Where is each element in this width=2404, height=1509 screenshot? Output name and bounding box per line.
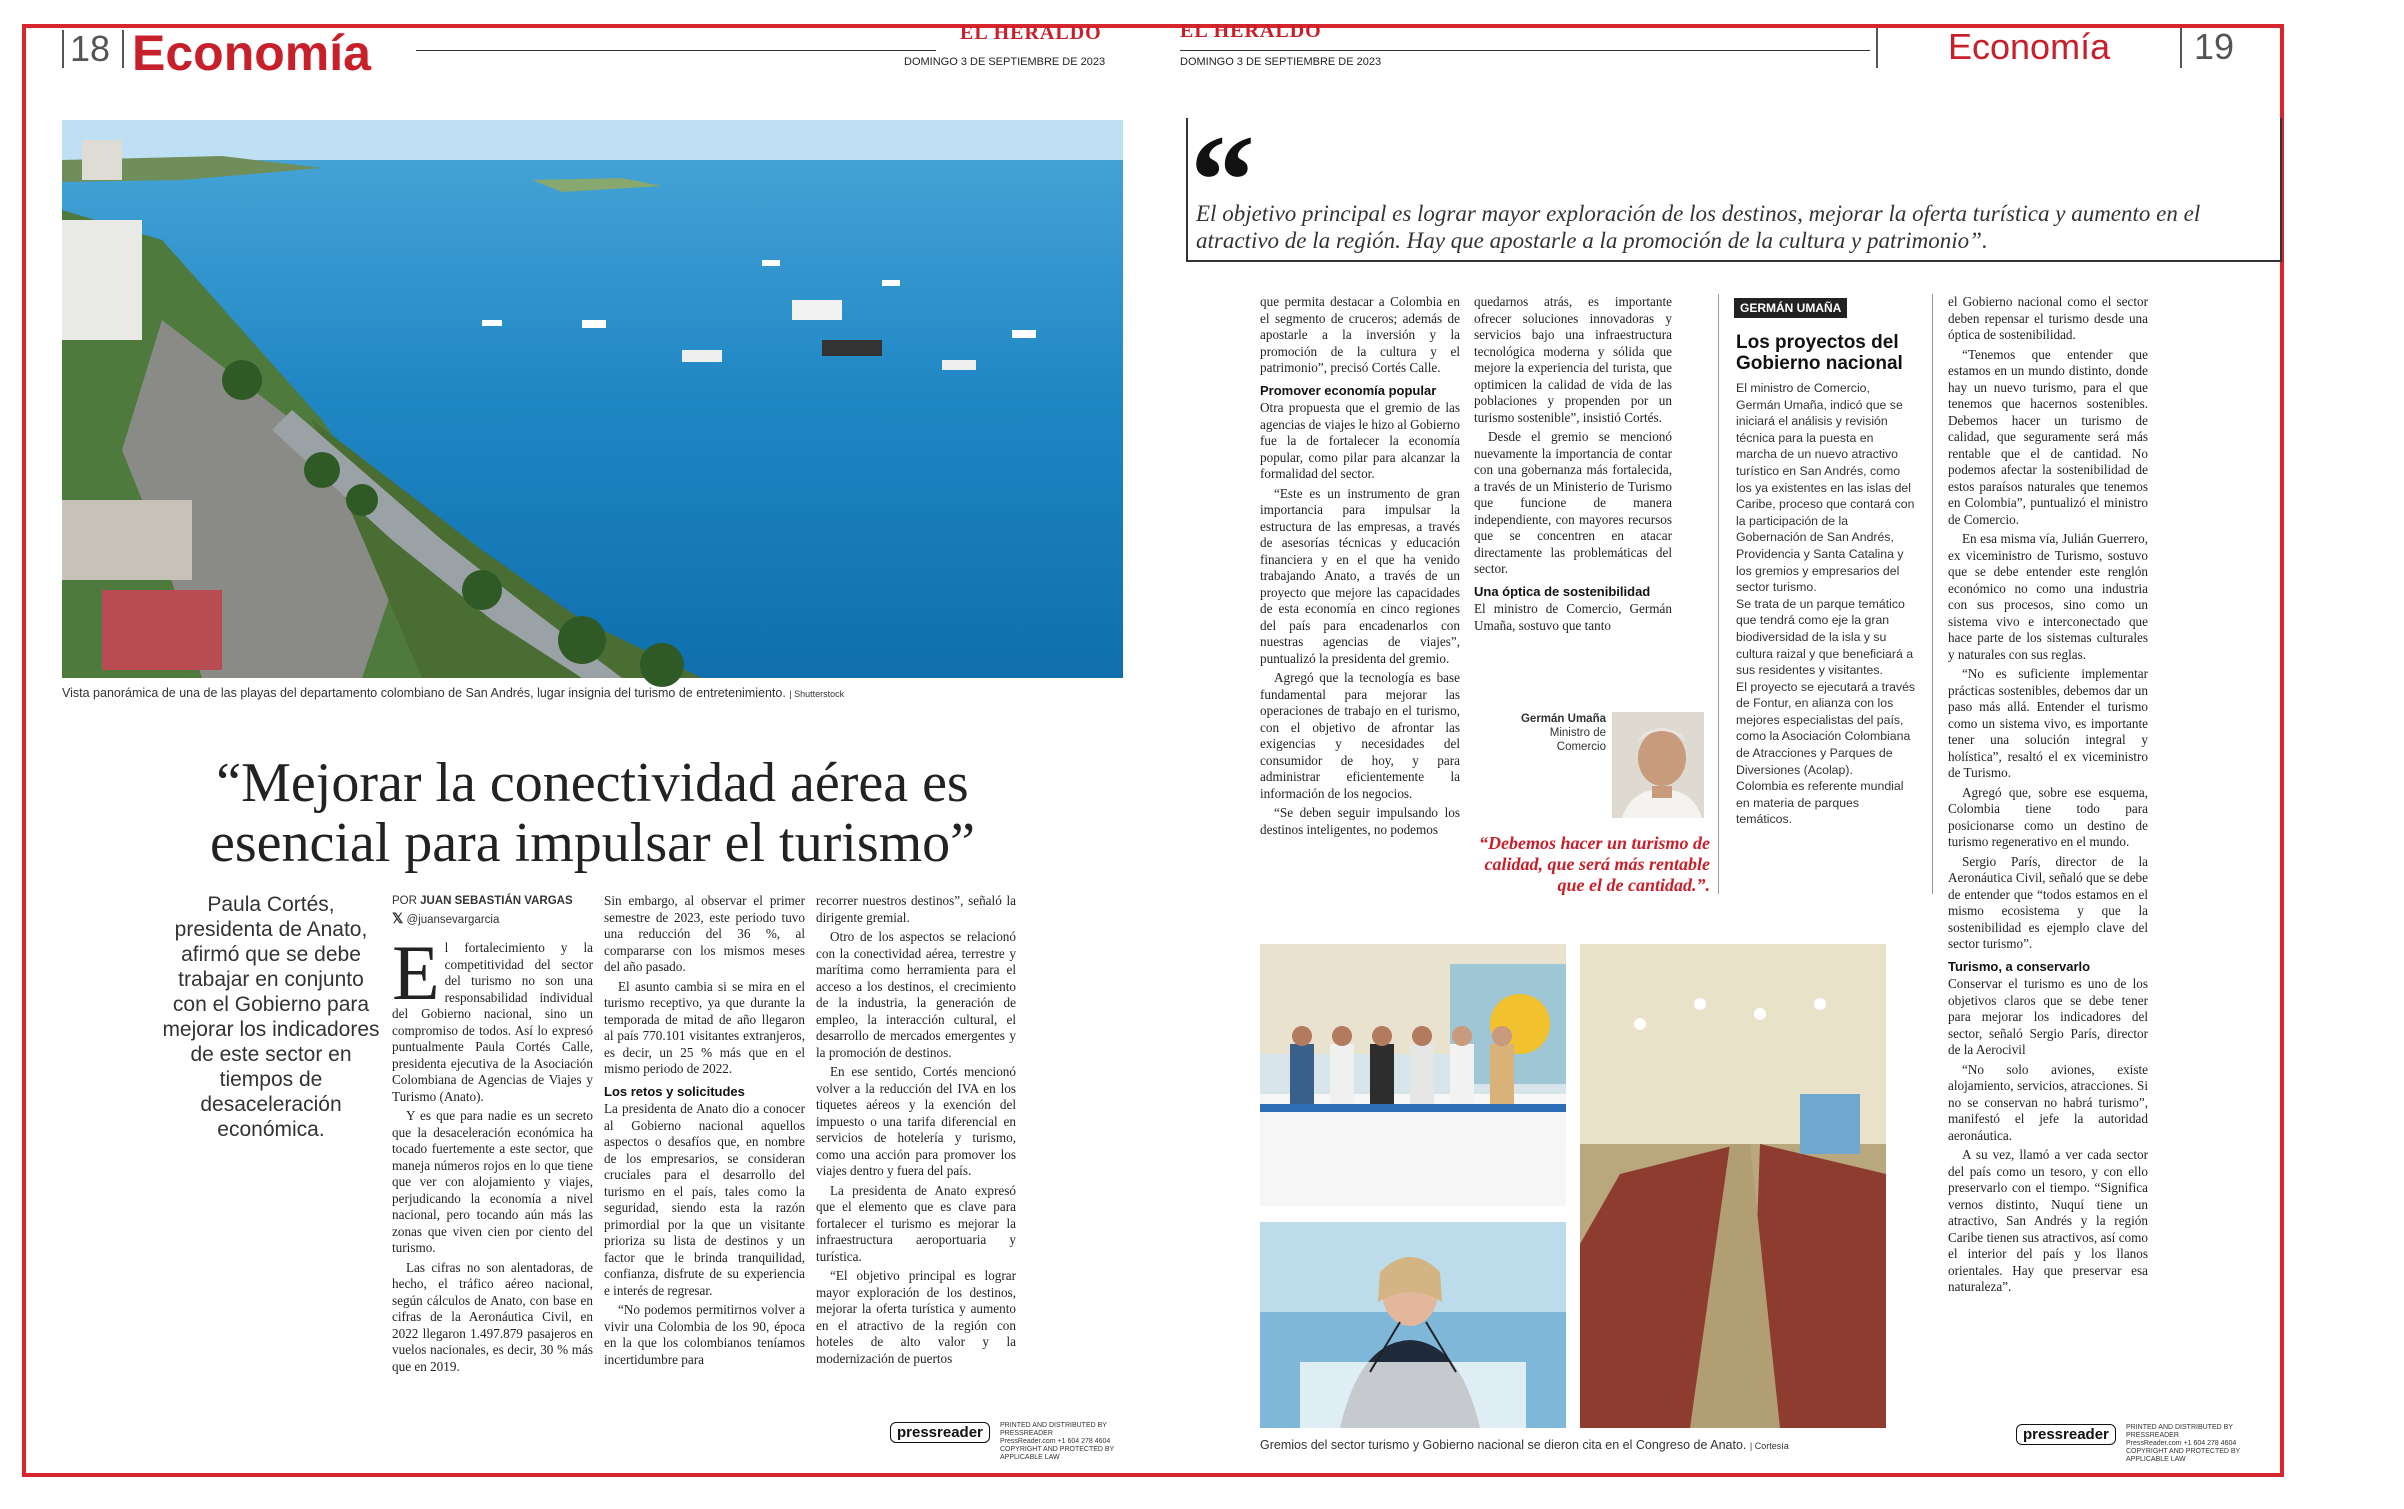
byline-social: [392, 910, 593, 929]
quote-mark-icon: “: [1190, 109, 1255, 253]
paragraph: “Este es un instrumento de gran importancia para impulsar la estructura de las empresas, a través de asesorías técnicas y educación financiera y en el que ha venido trabajando Anato, a través de un proyecto que mejore las capacidades de esta economía en cinco regiones del país para encadenarlos con nuestras agencias de viajes”, puntualizó la presidenta del gremio.: [1260, 485, 1460, 666]
photos-caption: [1260, 1438, 1900, 1452]
paragraph: recorrer nuestros destinos”, señaló la dirigente gremial.: [816, 893, 1016, 925]
paragraph-text: l fortalecimiento y la competitividad del sector del turismo no son una responsabilidad individual del Gobierno nacional, sino un compromiso de todos. Así lo expresó puntualmente Paula Cortés Calle, presidenta ejecutiva de la Asociación Colombiana de Agencias de Viajes y Turismo (Anato).: [392, 940, 593, 1104]
paragraph: A su vez, llamó a ver cada sector del país como un tesoro, y con ello preservarlo con el tiempo. “Significa vernos distinto, Nuquí tiene un atractivo, San Andrés y la región Caribe tienen sus atractivos, así como el interior del país y los llanos orientales. Hay que preservar esa naturaleza”.: [1948, 1147, 2148, 1294]
paragraph: quedarnos atrás, es importante ofrecer soluciones innovadoras y servicios bajo una infraestructura tecnológica moderna y sólida que mejore la experiencia del turista, que optimicen la calidad de vida de las poblaciones y propenden por un turismo sostenible”, insistió Cortés.: [1474, 294, 1672, 425]
paragraph: [392, 929, 593, 1105]
photo-caption-text: Vista panorámica de una de las playas del departamento colombiano de San Andrés, lugar insignia del turismo de entretenimiento.: [62, 686, 786, 700]
sidebar-tag: GERMÁN UMAÑA: [1734, 298, 1847, 318]
paragraph: “Se deben seguir impulsando los destinos inteligentes, no podemos: [1260, 805, 1460, 837]
profile-role: Ministro de Comercio: [1549, 727, 1606, 753]
masthead: EL HERALDO: [960, 22, 1102, 44]
event-panel-photo: [1260, 944, 1566, 1206]
article-lede: Paula Cortés, presidenta de Anato, afirmó que se debe trabajar en conjunto con el Gobierno para mejorar los indicadores de este sector en tiempos de desaceleración económica.: [162, 893, 380, 1141]
article-headline: [62, 753, 1123, 873]
article-column-2: [604, 893, 805, 1371]
pressreader-fine-print: PRINTED AND DISTRIBUTED BY PRESSREADER PressReader.com +1 604 278 4604 COPYRIGHT AND PROTECTED BY APPLICABLE LAW: [2126, 1424, 2241, 1463]
paragraph: “No es suficiente implementar prácticas sostenibles, debemos dar un paso más allá. Entender el turismo como un sistema vivo, es importante tener una solución integral y holística”, resaltó el ex viceministro de Turismo.: [1948, 666, 2148, 780]
byline-handle: @juansevargarcia: [406, 913, 500, 926]
paragraph: Sin embargo, al observar el primer semestre de 2023, este periodo tuvo una reducción del 36 %, al compararse con los mismos meses del año pasado.: [604, 893, 805, 974]
paragraph: Desde el gremio se mencionó nuevamente la importancia de contar con una gobernanza más fortalecida, a través de un Ministerio de Turismo que funcione de manera independiente, con mayores recursos que se concentren en atacar directamente las problemáticas del sector.: [1474, 429, 1672, 576]
paragraph: “Tenemos que entender que estamos en un mundo distinto, donde hay un nuevo turismo, para el que tenemos que hacernos sostenibles. Debemos hacer un turismo de calidad, que seguramente será más rentable que el de cantidad. No podemos afectar la sostenibilidad de estos paraísos naturales que tenemos en Colombia”, puntualizó el ministro de Comercio.: [1948, 346, 2148, 527]
page-number: 18: [70, 28, 111, 69]
article-column-6: [1948, 294, 2148, 1299]
right-page: [1170, 0, 2284, 1463]
paragraph: Las cifras no son alentadoras, de hecho, el tráfico aéreo nacional, según cálculos de Anato, con base en cifras de la Aeronáutica Civil, en 2022 llegaron 1.497.879 pasajeros en vuelos nacionales, es decir, 30 % más que en 2019.: [392, 1259, 593, 1374]
profile-name: Germán Umaña: [1520, 713, 1606, 725]
paragraph: Otro de los aspectos se relacionó con la conectividad aérea, terrestre y marítima como herramienta para el acceso a los destinos, el crecimiento de la industria, la generación de empleo, la interacción cultural, el desarrollo de mercados emergentes y la promoción de destinos.: [816, 929, 1016, 1060]
photos-credit: | Cortesía: [1749, 1441, 1789, 1451]
header-rule: [416, 50, 936, 51]
photo-credit: | Shutterstock: [789, 689, 845, 699]
photos-caption-text: Gremios del sector turismo y Gobierno nacional se dieron cita en el Congreso de Anato.: [1260, 1438, 1747, 1452]
article-column-3: [816, 893, 1016, 1370]
paragraph: Sergio París, director de la Aeronáutica Civil, señaló que se debe de entender que “todos estamos en el mismo ecosistema y que la sostenibilidad es ejemplo clave del sector turismo”.: [1948, 853, 2148, 951]
big-quote: El objetivo principal es lograr mayor exploración de los destinos, mejorar la oferta turística y aumento en el atractivo de la región. Hay que apostarle a la promoción de la cultura y patrimonio”.: [1196, 201, 2201, 253]
page-number-rule: [2180, 28, 2182, 68]
paragraph: Conservar el turismo es uno de los objetivos claros que se debe tener para mejorar los indicadores del sector, señaló Sergio París, director de la Aerocivil: [1948, 976, 2148, 1057]
column-rule: [1932, 294, 1933, 894]
section-rule: [1876, 28, 1878, 68]
drop-cap: E: [392, 929, 440, 1016]
paragraph: el Gobierno nacional como el sector deben repensar el turismo desde una óptica de sostenibilidad.: [1948, 294, 2148, 342]
sidebar-paragraph: El ministro de Comercio, Germán Umaña, indicó que se iniciará el análisis y revisión técnica para la puesta en marcha de un nuevo atractivo turístico en San Andrés, como los ya existentes en las islas del Caribe, proceso que contará con la participación de la Gobernación de San Andrés, Providencia y Santa Catalina y los gremios y empresarios del sector turismo.: [1736, 381, 1915, 595]
article-column-4: [1260, 294, 1460, 841]
paragraph: “No podemos permitirnos volver a vivir una Colombia de los 90, época en la que los colombianos teníamos incertidumbre para: [604, 1302, 805, 1367]
paragraph: Otra propuesta que el gremio de las agencias de viajes le hizo al Gobierno fue la de fortalecer la economía popular, como pilar para alcanzar la formalidad del sector.: [1260, 400, 1460, 481]
paragraph: Agregó que la tecnología es base fundamental para mejorar las operaciones de trabajo en el turismo, con el objetivo de afrontar las exigencias y necesidades del consumidor de hoy, y para administrar eficientemente la información de los negocios.: [1260, 670, 1460, 801]
sidebar-headline: Los proyectos del Gobierno nacional: [1736, 332, 1903, 374]
speaker-photo: [1260, 1222, 1566, 1428]
pressreader-logo: pressreader: [890, 1422, 990, 1443]
column-rule: [1718, 294, 1719, 894]
pressreader-logo: pressreader: [2016, 1424, 2116, 1445]
section-title: Economía: [132, 25, 371, 81]
sidebar-paragraph: Se trata de un parque temático que tendrá como eje la gran biodiversidad de la isla y su cultura raizal y que beneficiará a sus residentes y visitantes.: [1736, 596, 1914, 678]
photo-caption: [62, 686, 1123, 700]
section-title: Economía: [1948, 26, 2111, 67]
byline-author: JUAN SEBASTIÁN VARGAS: [420, 895, 573, 907]
subhead: Turismo, a conservarlo: [1948, 958, 2091, 974]
paragraph: En ese sentido, Cortés mencionó volver a la reducción del IVA en los tiquetes aéreos y la exención del impuesto o una tarifa diferencial en servicios de hotelería y turismo, como una acción para promover los viajes dentro y fuera del país.: [816, 1064, 1016, 1178]
sidebar-paragraph: El proyecto se ejecutará a través de Fontur, en alianza con los mejores especialistas del país, como la Asociación Colombiana de Atracciones y Parques de Diversiones (Acolap).: [1736, 679, 1916, 777]
sidebar-body: [1736, 380, 1916, 828]
profile-block: [1510, 712, 1606, 754]
congress-hall-photo: [1580, 944, 1886, 1428]
paragraph: La presidenta de Anato expresó que el elemento que es clave para fortalecer el turismo es mejorar la infraestructura aeroportuaria y turística.: [816, 1182, 1016, 1264]
paragraph: El asunto cambia si se mira en el turismo receptivo, ya que durante la temporada de mitad de año llegaron al país 770.101 visitantes extranjeros, es decir, un 25 % más que en el mismo periodo de 2022.: [604, 978, 805, 1076]
section-rule: [122, 30, 124, 68]
sidebar-paragraph: Colombia es referente mundial en materia de parques temáticos.: [1736, 779, 1904, 827]
paragraph: Y es que para nadie es un secreto que la desaceleración económica ha tocado fuertemente a este sector, que maneja números rojos en lo que tiene que ver con alojamiento y viajes, perjudicando la economía a nivel nacional, pero tocando aún más las zonas que viven cien por ciento del turismo.: [392, 1108, 593, 1255]
pull-quote: “Debemos hacer un turismo de calidad, que será más rentable que el de cantidad.”.: [1478, 833, 1710, 895]
subhead: Promover economía popular: [1260, 382, 1437, 398]
paragraph: “El objetivo principal es lograr mayor exploración de los destinos, mejorar la oferta turística y aumento en el atractivo de la región con hoteles de alto valor y la modernización de puertos: [816, 1268, 1016, 1366]
x-logo-icon: 𝕏: [392, 909, 404, 926]
profile-photo: [1612, 712, 1704, 818]
issue-date: DOMINGO 3 DE SEPTIEMBRE DE 2023: [904, 56, 1106, 68]
san-andres-photo: [62, 120, 1123, 678]
issue-date: DOMINGO 3 DE SEPTIEMBRE DE 2023: [1180, 56, 1382, 68]
left-page: [22, 0, 1130, 1461]
paragraph: En esa misma vía, Julián Guerrero, ex viceministro de Turismo, sostuvo que se debe entender este renglón económico no como una industria con sus procesos, sino como un sistema vivo e interconectado que hace parte de los sistemas culturales y naturales con sus reglas.: [1948, 531, 2148, 662]
subhead: Los retos y solicitudes: [604, 1083, 745, 1099]
subhead: Una óptica de sostenibilidad: [1474, 583, 1651, 599]
paragraph: “No solo aviones, existe alojamiento, servicios, atracciones. Si no se conservan no habrá turismo”, manifestó el jefe la autoridad aeronáutica.: [1948, 1061, 2148, 1143]
paragraph: El ministro de Comercio, Germán Umaña, sostuvo que tanto: [1474, 601, 1672, 633]
masthead: EL HERALDO: [1180, 20, 1322, 42]
page-number: 19: [2194, 26, 2235, 67]
paragraph: que permita destacar a Colombia en el segmento de cruceros; además de apostarle a la inversión y la promoción de la cultura y el patrimonio”, precisó Cortés Calle.: [1260, 294, 1460, 375]
pressreader-fine-print: PRINTED AND DISTRIBUTED BY PRESSREADER PressReader.com +1 604 278 4604 COPYRIGHT AND PROTECTED BY APPLICABLE LAW: [1000, 1422, 1115, 1461]
header-rule: [1180, 50, 1870, 51]
page-number-rule: [62, 30, 64, 68]
paragraph: La presidenta de Anato dio a conocer al Gobierno nacional aquellos aspectos o desafíos que, en nombre de los empresarios, se consideran cruciales para el desarrollo del turismo en el país, tales como la seguridad, siendo esta la razón primordial por la que un visitante prioriza su lista de destinos y un factor que le brinda tranquilidad, confianza, disfrute de su experiencia e interés de regresar.: [604, 1101, 805, 1298]
headline-line-1: “Mejorar la conectividad aérea es: [216, 752, 969, 814]
paragraph: Agregó que, sobre ese esquema, Colombia tiene todo para posicionarse como un destino de turismo regenerativo en el mundo.: [1948, 784, 2148, 849]
article-column-5: [1474, 294, 1672, 637]
byline: [392, 893, 593, 910]
article-column-1: [392, 893, 593, 1378]
byline-prefix: POR: [392, 895, 417, 907]
headline-line-2: esencial para impulsar el turismo”: [209, 812, 976, 874]
